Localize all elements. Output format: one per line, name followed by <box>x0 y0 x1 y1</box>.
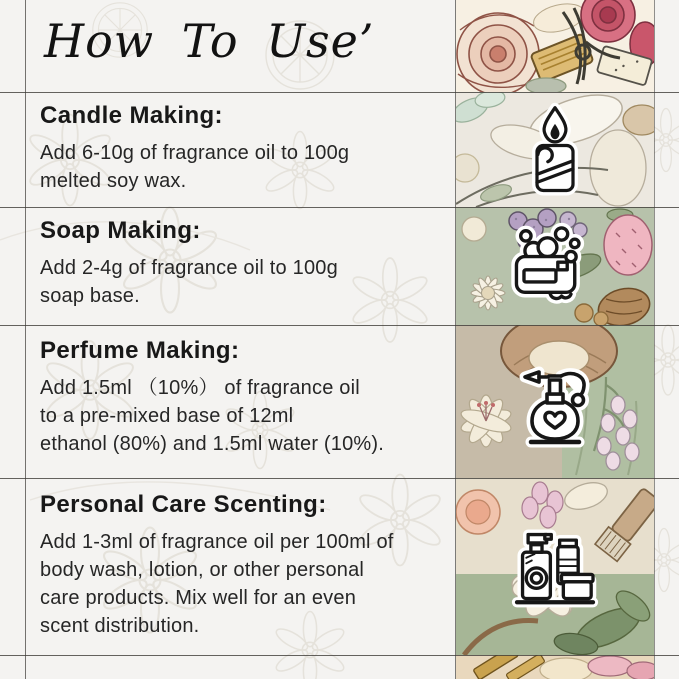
section-body-line: care products. Mix well for an even <box>40 587 357 609</box>
section-divider <box>0 655 679 656</box>
section-divider <box>0 92 679 93</box>
section-heading: Soap Making: <box>40 217 201 244</box>
section-divider <box>0 325 679 326</box>
candle-icon <box>510 102 600 198</box>
floral-image-berries-strawberry <box>456 207 654 325</box>
section-body-line: soap base. <box>40 285 140 307</box>
lotion-bottle-icon <box>504 520 606 614</box>
section-divider <box>0 478 679 479</box>
section-heading: Perfume Making: <box>40 337 240 364</box>
perfume-atomizer-icon <box>505 352 605 452</box>
section-body-line: Add 6-10g of fragrance oil to 100g <box>40 142 350 164</box>
section-body-line: body wash, lotion, or other personal <box>40 559 365 581</box>
section-body-line: to a pre-mixed base of 12ml <box>40 405 294 427</box>
section-heading: Candle Making: <box>40 102 223 129</box>
section-personal-care-scenting <box>40 490 452 640</box>
left-frame-line <box>25 0 26 679</box>
section-body-line: Add 1-3ml of fragrance oil per 100ml of <box>40 531 394 553</box>
section-body-line: melted soy wax. <box>40 170 187 192</box>
section-heading: Personal Care Scenting: <box>40 491 327 518</box>
soap-icon <box>503 219 607 313</box>
floral-image-magnolia-brush <box>456 478 654 655</box>
section-candle-making <box>40 101 452 195</box>
section-soap-making <box>40 216 452 310</box>
floral-image-roses-frame <box>456 655 654 679</box>
section-body-line: Add 2-4g of fragrance oil to 100g <box>40 257 338 279</box>
section-body-line: Add 1.5ml （10%） of fragrance oil <box>40 377 360 399</box>
section-divider <box>0 207 679 208</box>
page-title: How To Use’ <box>44 14 375 68</box>
section-body-line: scent distribution. <box>40 615 200 637</box>
floral-image-white-petals <box>456 92 654 207</box>
section-body-line: ethanol (80%) and 1.5ml water (10%). <box>40 433 385 455</box>
floral-image-lily-coconut <box>456 325 654 478</box>
section-perfume-making <box>40 336 452 458</box>
floral-strip <box>455 0 655 679</box>
floral-image-roses-tag <box>456 0 654 92</box>
